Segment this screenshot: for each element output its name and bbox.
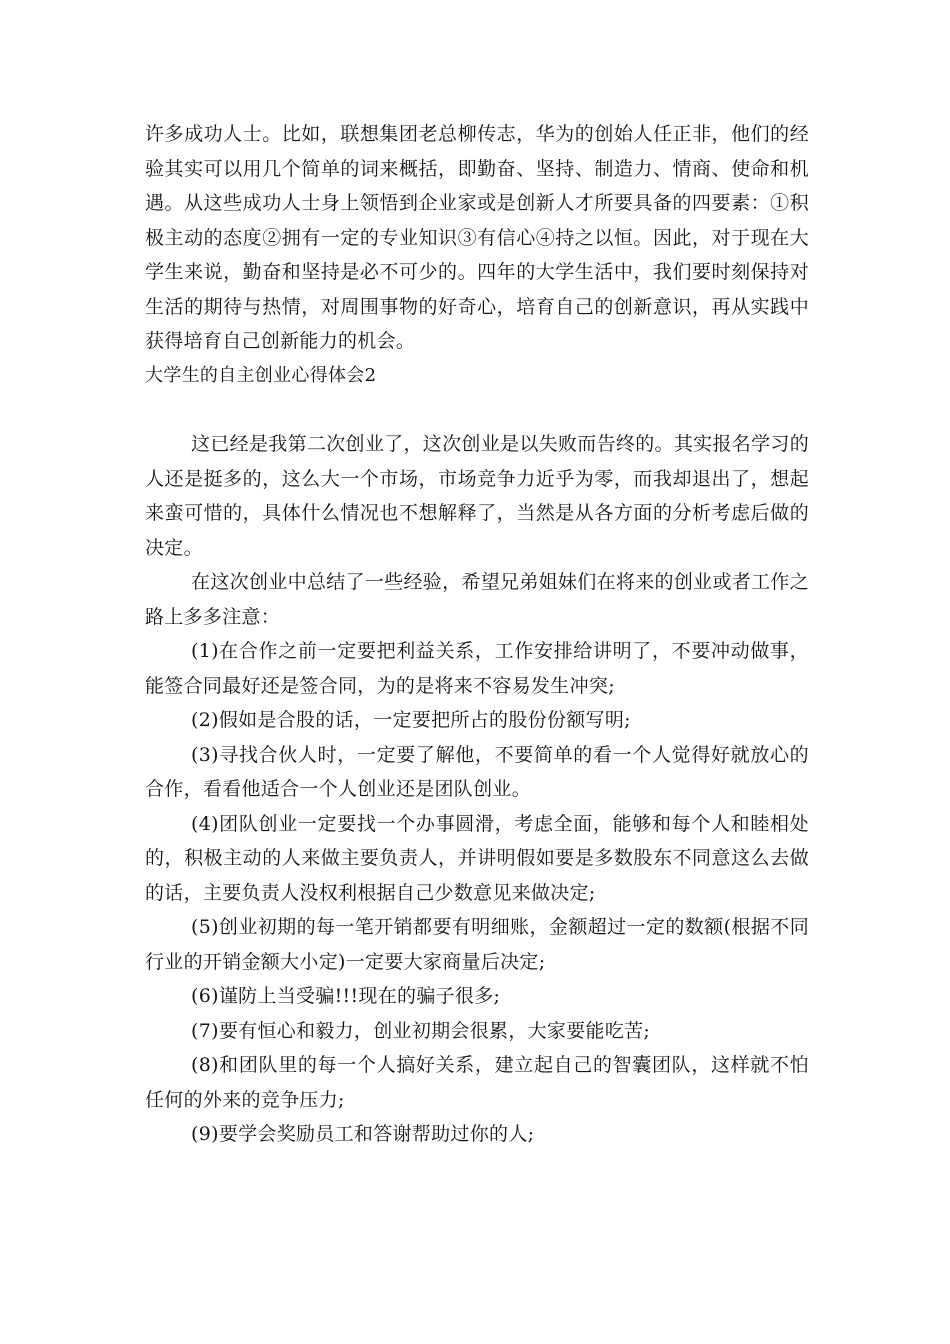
list-item: (8)和团队里的每一个人搞好关系，建立起自己的智囊团队，这样就不怕任何的外来的竞争压力; bbox=[145, 1054, 809, 1111]
list-item: (6)谨防上当受骗!!!现在的骗子很多; bbox=[191, 985, 501, 1007]
section-title: 大学生的自主创业心得体会2 bbox=[145, 364, 377, 386]
list-item: (3)寻找合伙人时，一定要了解他，不要简单的看一个人觉得好就放心的合作，看看他适合一个人创业还是团队创业。 bbox=[145, 743, 809, 800]
paragraph: 这已经是我第二次创业了，这次创业是以失败而告终的。其实报名学习的人还是挺多的，这么大一个市场，市场竞争力近乎为零，而我却退出了，想起来蛮可惜的，具体什么情况也不想解释了，当然是从各方面的分析考虑后做的决定。 bbox=[145, 433, 809, 559]
list-item: (5)创业初期的每一笔开销都要有明细账，金额超过一定的数额(根据不同行业的开销金额大小定)一定要大家商量后决定; bbox=[145, 916, 809, 973]
list-item: (9)要学会奖励员工和答谢帮助过你的人; bbox=[191, 1123, 535, 1145]
document-body bbox=[145, 117, 809, 1152]
list-item: (7)要有恒心和毅力，创业初期会很累，大家要能吃苦; bbox=[191, 1019, 651, 1042]
list-item: (2)假如是合股的话，一定要把所占的股份份额写明; bbox=[191, 709, 631, 731]
paragraph: 在这次创业中总结了一些经验，希望兄弟姐妹们在将来的创业或者工作之路上多多注意： bbox=[145, 571, 809, 628]
list-item: (4)团队创业一定要找一个办事圆滑，考虑全面，能够和每个人和睦相处的，积极主动的人来做主要负责人，并讲明假如要是多数股东不同意这么去做的话，主要负责人没权利根据自己少数意见来做决定; bbox=[145, 812, 809, 904]
blank-line bbox=[145, 393, 809, 427]
list-item: (1)在合作之前一定要把利益关系，工作安排给讲明了，不要冲动做事，能签合同最好还是签合同，为的是将来不容易发生冲突; bbox=[145, 640, 809, 697]
intro-paragraph: 许多成功人士。比如，联想集团老总柳传志，华为的创始人任正非，他们的经验其实可以用几个简单的词来概括，即勤奋、坚持、制造力、情商、使命和机遇。从这些成功人士身上领悟到企业家或是创新人才所要具备的四要素：①积极主动的态度②拥有一定的专业知识③有信心④持之以恒。因此，对于现在大学生来说，勤奋和坚持是必不可少的。四年的大学生活中，我们要时刻保持对生活的期待与热情，对周围事物的好奇心，培育自己的创新意识，再从实践中获得培育自己创新能力的机会。 bbox=[145, 123, 809, 352]
